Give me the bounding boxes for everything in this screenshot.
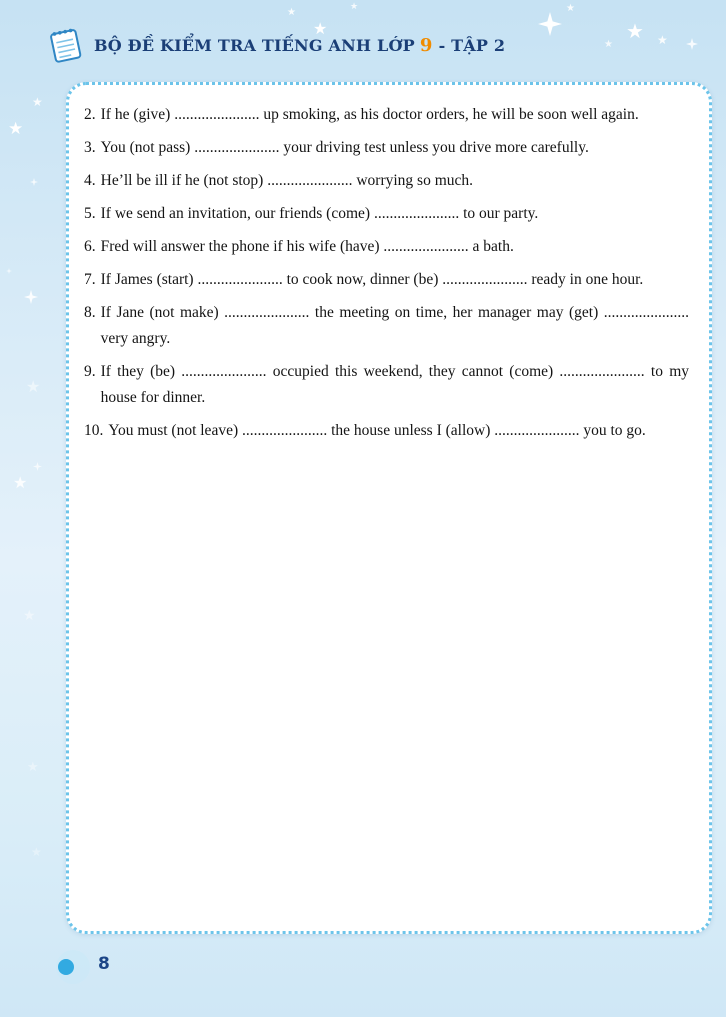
star-icon (30, 178, 38, 186)
page-number-ornament-dot (58, 959, 74, 975)
star-icon (604, 40, 613, 50)
star-icon (23, 610, 36, 624)
star-icon (26, 380, 40, 396)
item-number: 8. (84, 304, 96, 321)
notebook-icon (44, 24, 86, 66)
exercise-list (84, 102, 689, 444)
item-text: If they (be) ...................... occupied this weekend, they cannot (come) ...................... to my house for dinner. (100, 363, 689, 406)
exercise-item (84, 135, 689, 161)
exercise-item (84, 234, 689, 260)
book-title-suffix: - TẬP 2 (438, 35, 506, 55)
item-number: 5. (84, 205, 96, 222)
star-icon (8, 120, 23, 137)
item-text: He’ll be ill if he (not stop) ...................... worrying so much. (100, 172, 474, 189)
star-icon (6, 268, 12, 274)
page-header (44, 24, 505, 66)
exercise-item (84, 359, 689, 411)
exercise-item (84, 201, 689, 227)
item-number: 7. (84, 271, 96, 288)
book-title (94, 35, 505, 56)
item-number: 9. (84, 363, 96, 380)
star-icon (626, 22, 644, 42)
star-icon (24, 290, 38, 304)
item-text: You must (not leave) ...................... the house unless I (allow) ...................... you to go. (108, 422, 646, 439)
item-text: Fred will answer the phone if his wife (have) ...................... a bath. (100, 238, 514, 255)
exercise-item (84, 168, 689, 194)
star-icon (686, 38, 698, 50)
star-icon (32, 96, 43, 108)
exercise-item (84, 267, 689, 293)
item-text: If we send an invitation, our friends (come) ...................... to our party. (100, 205, 539, 222)
item-text: You (not pass) ...................... your driving test unless you drive more carefully. (100, 139, 589, 156)
page-number: 8 (98, 954, 110, 974)
star-icon (287, 8, 296, 18)
page-number-ornament (56, 950, 90, 984)
item-number: 3. (84, 139, 96, 156)
item-number: 10. (84, 422, 104, 439)
star-icon (538, 12, 562, 36)
star-icon (27, 760, 39, 773)
item-text: If Jane (not make) ...................... the meeting on time, her manager may (get) ...................... very angry. (100, 304, 689, 347)
star-icon (13, 476, 27, 492)
item-text: If he (give) ...................... up smoking, as his doctor orders, he will be soon well again. (100, 106, 639, 123)
exercise-item (84, 300, 689, 352)
star-icon (350, 2, 358, 11)
exercise-box (66, 82, 712, 934)
item-number: 4. (84, 172, 96, 189)
book-title-grade: 9 (419, 34, 433, 56)
exercise-item (84, 418, 689, 444)
item-text: If James (start) ...................... to cook now, dinner (be) ...................... ready in one hour. (100, 271, 644, 288)
exercise-item (84, 102, 689, 128)
page-footer (0, 944, 200, 994)
star-icon (566, 4, 575, 14)
star-icon (33, 462, 42, 471)
book-title-text: BỘ ĐỀ KIỂM TRA TIẾNG ANH LỚP (94, 35, 415, 55)
item-number: 2. (84, 106, 96, 123)
star-icon (657, 34, 668, 46)
item-number: 6. (84, 238, 96, 255)
star-icon (31, 846, 42, 858)
